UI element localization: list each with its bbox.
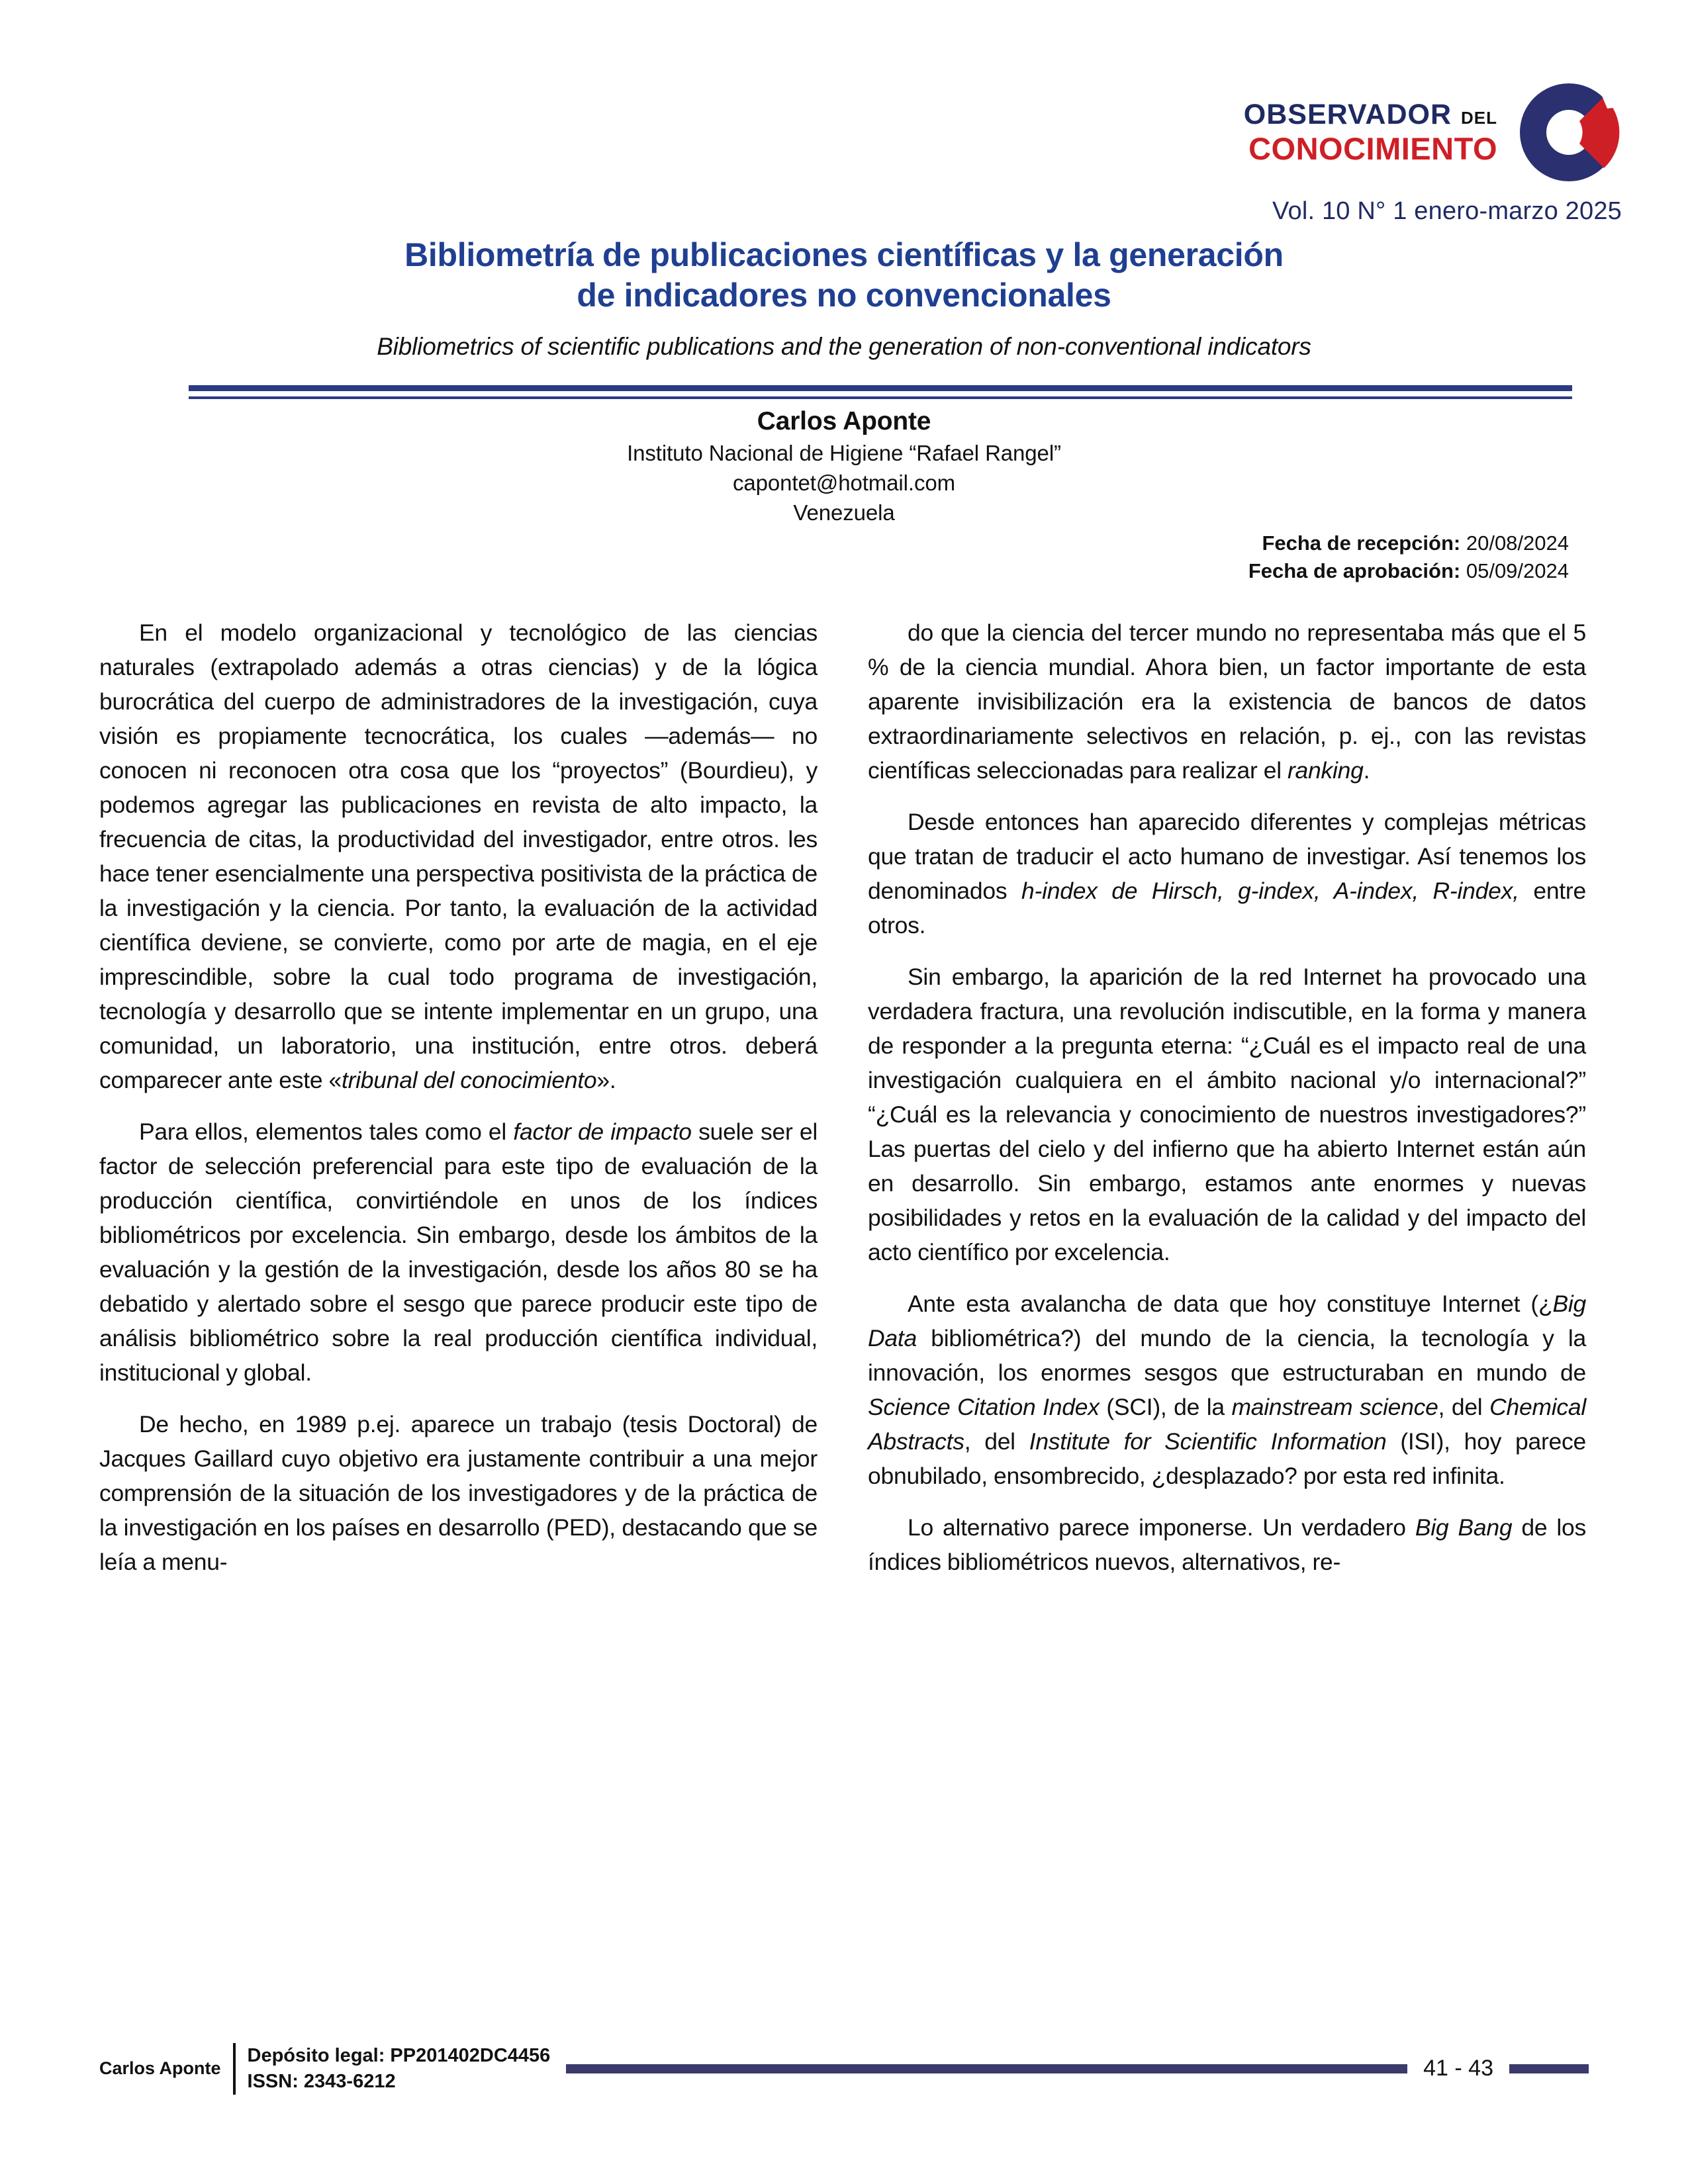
divider-gap [189,391,1572,396]
footer-issn: ISSN: 2343-6212 [247,2070,396,2092]
reception-date-label: Fecha de recepción: [1262,531,1461,555]
divider-thick-rule [189,385,1572,391]
divider-thin-rule [189,396,1572,399]
footer-legal [236,2043,551,2095]
brand-conocimiento: CONOCIMIENTO [1248,131,1497,166]
paragraph: De hecho, en 1989 p.ej. aparece un trabajo (tesis Doctoral) de Jacques Gaillard cuyo objetivo era justamente contribuir a una mejor comprensión de la situación de los investigadores y de la práctica de la investigación en los países en desarrollo (PED), destacando que se leía a menu- [99,1411,818,1575]
paragraph: Para ellos, elementos tales como el factor de impacto suele ser el factor de selección preferencial para este tipo de evaluación de la producción científica, convirtiéndole en unos de los índices bibliométricos por excelencia. Sin embargo, desde los ámbitos de la evaluación y la gestión de la investigación, desde los años 80 se ha debatido y alertado sobre el sesgo que parece producir este tipo de análisis bibliométrico sobre la real producción científica individual, institucional y global. [99,1118,818,1386]
approval-date-value: 05/09/2024 [1466,559,1569,582]
footer-rule-left [566,2064,1407,2073]
masthead [1244,79,1622,226]
paragraph: Desde entonces han aparecido diferentes y complejas métricas que tratan de traducir el acto humano de investigar. Así tenemos los denominados h-index de Hirsch, g-index, A-index, R-index, entre otros. [868,809,1586,938]
observador-c-logo-icon [1516,79,1622,185]
approval-date-row [1248,557,1569,585]
paragraph: do que la ciencia del tercer mundo no representaba más que el 5 % de la ciencia mundial. Ahora bien, un factor importante de esta aparente invisibilización era la existencia de bancos de datos extraordinariamente selectivos en relación, p. ej., con las revistas científicas seleccionadas para realizar el ranking. [868,619,1586,784]
brand-del: DEL [1461,108,1497,128]
article-title-es [119,235,1569,316]
page-footer [99,2043,1589,2095]
paragraph: Ante esta avalancha de data que hoy constituye Internet (¿Big Data bibliométrica?) del mundo de la ciencia, la tecnología y la innovación, los enormes sesgos que estructuraban en mundo de Science Citation Index (SCI), de la mainstream science, del Chemical Abstracts, del Institute for Scientific Information (ISI), hoy parece obnubilado, ensombrecido, ¿desplazado? por esta red infinita. [868,1291,1587,1489]
paragraph: Lo alternativo parece imponerse. Un verdadero Big Bang de los índices bibliométricos nuevos, alternativos, re- [868,1514,1586,1575]
article-title-en: Bibliometrics of scientific publications and the generation of non-conventional indicators [377,333,1311,360]
body-columns [99,615,1589,1579]
volume-issue-date: Vol. 10 N° 1 enero-marzo 2025 [1272,197,1622,225]
right-column [868,615,1586,1579]
brand-observador: OBSERVADOR [1243,99,1452,130]
footer-rule-right [1509,2064,1589,2073]
footer-deposito-legal: Depósito legal: PP201402DC4456 [247,2044,551,2066]
masthead-brand-row [1244,79,1622,185]
author-block [0,407,1688,525]
author-email[interactable]: capontet@hotmail.com [733,471,955,495]
author-country: Venezuela [793,500,895,525]
paragraph: En el modelo organizacional y tecnológico de las ciencias naturales (extrapolado además a otras ciencias) y de la lógica burocrática del cuerpo de administradores de la investigación, cuya visión es propiamente tecnocrática, los cuales —además— no conocen ni reconocen otra cosa que los “proyectos” (Bourdieu), y podemos agregar las publicaciones en revista de alto impacto, la frecuencia de citas, la productividad del investigador, entre otros. les hace tener esencialmente una perspectiva positivista de la práctica de la investigación y la ciencia. Por tanto, la evaluación de la actividad científica deviene, se convierte, como por arte de magia, en el eje imprescindible, sobre la cual todo programa de investigación, tecnología y desarrollo que se intente implementar en un grupo, una comunidad, un laboratorio, una institución, entre otros. deberá comparecer ante este «tribunal del conocimiento». [99,619,818,1093]
article-title-es-line1: Bibliometría de publicaciones científicas y la generación [404,236,1284,273]
header-divider [189,385,1572,399]
author-name: Carlos Aponte [757,407,931,435]
submission-dates [1248,529,1569,585]
approval-date-label: Fecha de aprobación: [1248,559,1461,582]
paragraph: Sin embargo, la aparición de la red Internet ha provocado una verdadera fractura, una revolución indiscutible, en la forma y manera de responder a la pregunta eterna: “¿Cuál es el impacto real de una investigación cualquiera en el ámbito nacional y/o internacional?” “¿Cuál es la relevancia y conocimiento de nuestros investigadores?” Las puertas del cielo y del infierno que ha abierto Internet están aún en desarrollo. Sin embargo, estamos ante enormes y nuevas posibilidades y retos en la evaluación de la calidad y del impacto del acto científico por excelencia. [868,964,1586,1265]
title-block [119,235,1569,361]
footer-author: Carlos Aponte [99,2058,221,2079]
author-affiliation: Instituto Nacional de Higiene “Rafael Rangel” [627,441,1061,465]
left-column [99,615,818,1579]
article-title-es-line2: de indicadores no convencionales [577,277,1111,314]
reception-date-row [1248,529,1569,557]
masthead-line-one [1244,101,1497,129]
reception-date-value: 20/08/2024 [1466,531,1569,555]
masthead-wordmark [1244,101,1497,164]
footer-page-range: 41 - 43 [1423,2056,1493,2081]
